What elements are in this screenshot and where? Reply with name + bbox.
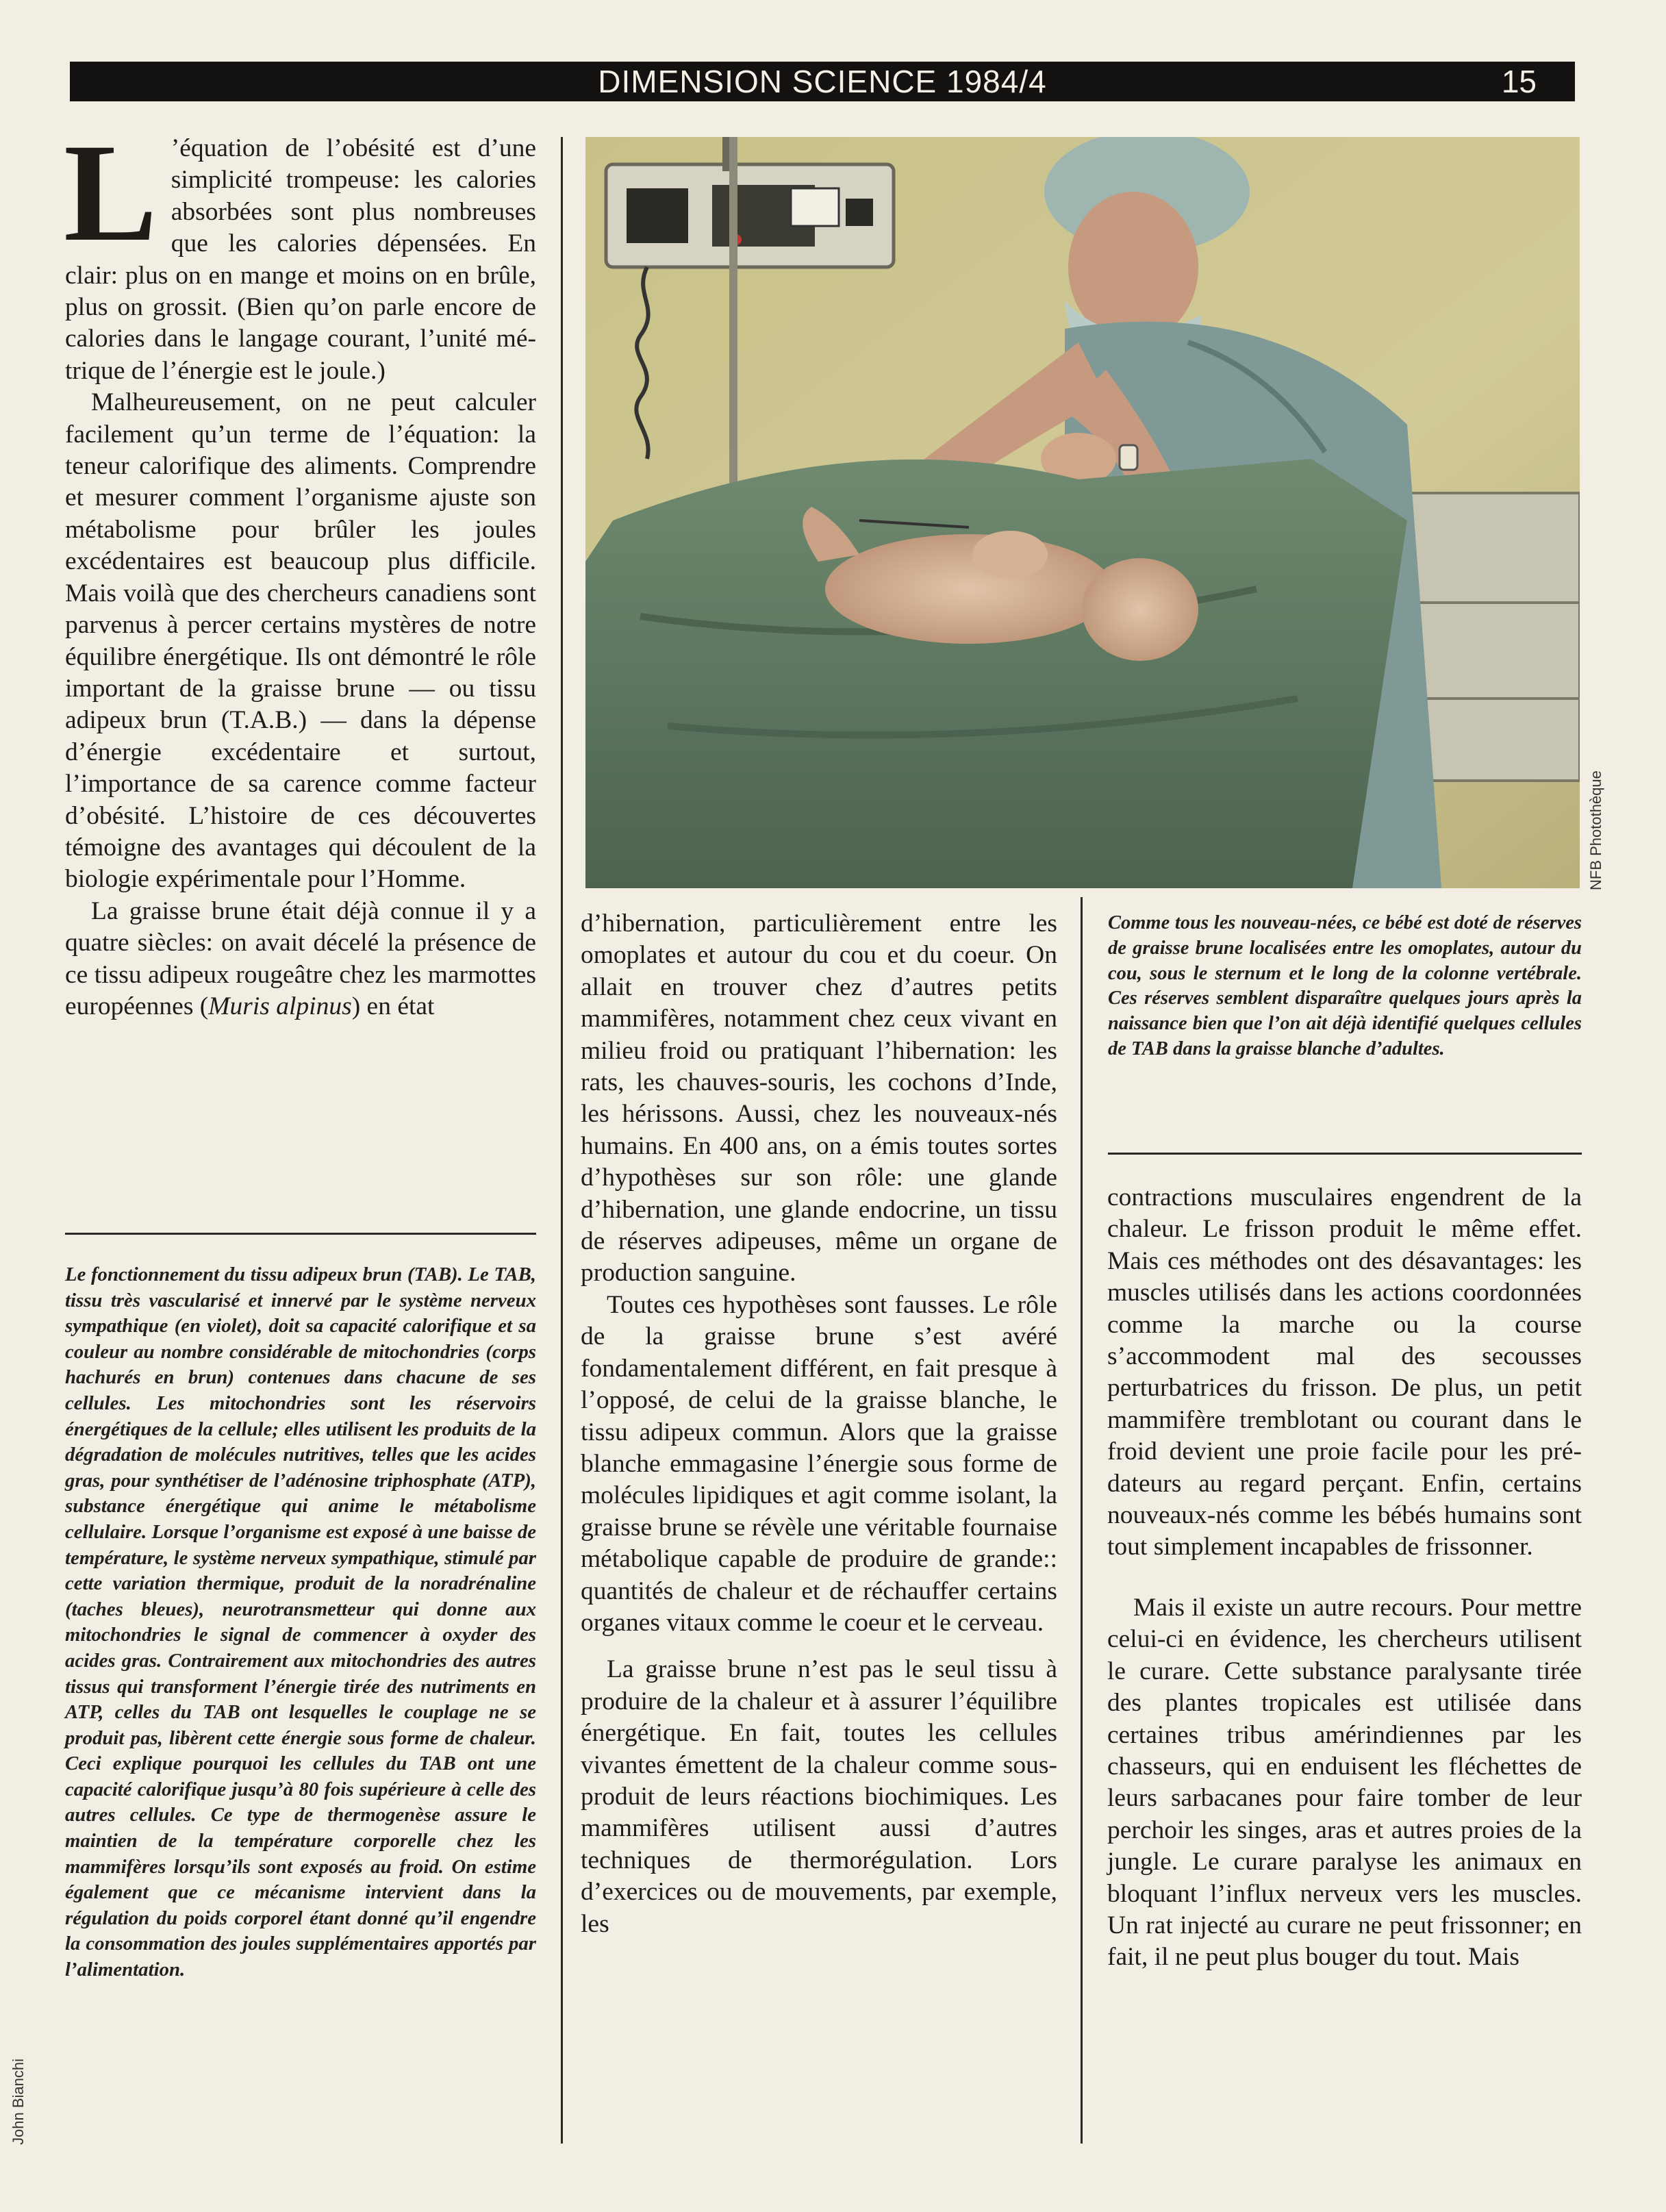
caption-bottom-rule bbox=[1108, 1153, 1582, 1155]
body-paragraph: Mais il existe un autre recours. Pour mettre celui-ci en évidence, les chercheurs utilisent le curare. Cette substance paralysante tirée des plantes tropicales est utilisée dans certaines tribus amérindiennes par les chasseurs, qui en enduisent les fléchettes de leurs sarbacanes pour faire tomber de leur perchoir les singes, aras et autres proies de la jungle. Le curare paralyse les animaux en bloquant l’influx nerveux vers les muscles. Un rat injecté au curare ne peut frissonner; en fait, il ne peut plus bouger du tout. Mais bbox=[1107, 1593, 1582, 1972]
body-paragraph: Malheureusement, on ne peut calculer facilement qu’un terme de l’équation: la teneur calorifique des aliments. Comprendre et mesurer comment l’organisme ajuste son métabolisme pour brûler les joules excédentaires est beaucoup plus difficile. Mais voilà que des chercheurs canadiens sont parvenus à percer certains mystères de notre équilibre énergétique. Ils ont démontré le rôle important de la graisse brune — ou tissu adipeux brun (T.A.B.) — dans la dépense d’énergie excédentaire et surtout, l’importance de sa carence comme facteur d’obésité. L’histoire de ces découvertes témoigne des avantages qui découlent de la biologie expérimentale pour l’Homme. bbox=[65, 388, 536, 894]
sidebar-top-rule bbox=[65, 1233, 536, 1235]
species-name: Muris alpinus bbox=[208, 992, 352, 1020]
body-paragraph: La graisse brune n’est pas le seul tissu à produire de la chaleur et à assurer l’équilibre énergétique. En fait, toutes les cellules vivantes émettent de la chaleur comme sous-produit de leurs réactions biochimiques. Les mammifères utilisent aussi d’autres techniques de thermorégulation. Lors d’exercices ou de mouvements, par exemple, les bbox=[581, 1655, 1057, 1938]
column-left bbox=[64, 115, 536, 1022]
column-divider bbox=[561, 137, 563, 2144]
illustration-credit: John Bianchi bbox=[10, 2059, 27, 2145]
body-paragraph: d’hibernation, particulièrement entre les omoplates et autour du cou et du coeur. On allait en trouver chez d’autres petits mammifères, notamment chez ceux vivant en milieu froid ou pratiquant l’hibernation: les rats, les chauves-souris, les cochons d’Inde, les hérissons. Aussi, chez les nouveaux-nés humains. En 400 ans, on a émis toutes sortes d’hypothèses sur son rôle: une glande d’hibernation, une glande endocrine, un tissu de réserves adipeuses, même un organe de production sanguine. bbox=[581, 909, 1057, 1287]
intro-paragraph: L ’équation de l’obésité est d’une simplicité trompeuse: les calories absorbées sont plus nombreuses que les calories dépensées. En clair: plus on en mange et moins on en brûle, plus on grossit. (Bien qu’on parle encore de calories dans le langage courant, l’unité métrique de l’énergie est le joule.) bbox=[64, 115, 536, 385]
photo-caption: Comme tous les nouveau-nées, ce bébé est doté de réserves de graisse brune localisées entre les omoplates, autour du cou, sous le sternum et le long de la colonne vertébrale. Ces réserves semblent disparaître quelques jours après la naissance bien que l’on ait déjà identifié quelques cellules de TAB dans la graisse blanche d’adultes. bbox=[1108, 912, 1582, 1059]
sidebar-box-text: Le fonctionnement du tissu adipeux brun (TAB). Le TAB, tissu très vascularisé et innervé par le système nerveux sympathique (en violet), doit sa capacité calorifique et sa couleur au nombre considérable de mitochondries (corps hachurés en brun) contenues dans chacune de ses cellules. Les mitochondries sont les réservoirs énergétiques de la cellule; elles utilisent les produits de la dégradation de molécules nutritives, telles que les acides gras, pour synthétiser de l’adénosine triphosphate (ATP), substance énergétique qui anime le métabolisme cellulaire. Lorsque l’organisme est exposé à une baisse de température, le système nerveux sympathique, stimulé par cette variation thermique, produit de la noradrénaline (taches bleues), neurotransmetteur qui donne aux mitochondries le signal de commencer à oxyder des acides gras. Contrairement aux mitochondries des autres tissus qui transforment l’énergie tirée des nutriments en ATP, celles du TAB ont lesquelles le couplage ne se produit pas, libèrent cette énergie sous forme de chaleur. Ceci explique pourquoi les cellules du TAB ont une capacité calorifique jusqu’à 80 fois supérieure à celle des autres cellules. Ce type de thermogenèse assure le maintien de la température corporelle chez les mammifères lorsqu’ils sont exposés au froid. On estime également que ce mécanisme intervient dans la régulation du poids corporel étant donné qu’il engendre la consommation des joules supplémentaires apportés par l’alimentation. bbox=[65, 1264, 536, 1981]
page-number: 15 bbox=[1501, 64, 1537, 99]
photo-credit: NFB Photothèque bbox=[1587, 770, 1604, 890]
newborn-photo bbox=[585, 137, 1580, 888]
drop-cap: L bbox=[64, 115, 157, 271]
photo-illustration bbox=[585, 137, 1580, 888]
running-header bbox=[70, 62, 1575, 101]
magazine-title: DIMENSION SCIENCE 1984/4 bbox=[598, 64, 1047, 99]
body-paragraph: contractions musculaires engendrent de la chaleur. Le frisson produit le même effet. Mais ces méthodes ont des désavantages: les muscles utilisés dans les actions coordonnées comme la marche ou la course s’accommodent mal des secousses perturbatrices du frisson. De plus, un petit mammifère tremblotant ou courant dans le froid devient une proie facile pour les prédateurs au regard perçant. Enfin, certains nouveaux-nés comme les bébés humains sont tout simplement incapables de frissonner. bbox=[1107, 1183, 1582, 1561]
column-right bbox=[1107, 1182, 1582, 1974]
body-paragraph: Toutes ces hypothèses sont fausses. Le rôle de la graisse brune s’est avéré fondamentalement différent, en fait presque à l’opposé, de celui de la graisse blanche, le tissu adipeux commun. Alors que la graisse blanche emmagasine l’énergie sous forme de molécules lipidiques et agit comme isolant, la graisse brune se révèle une véritable fournaise métabolique capable de produire de grande:: quantités de chaleur et de réchauffer certains organes vitaux comme le coeur et le cerveau. bbox=[581, 1290, 1057, 1637]
body-paragraph: La graisse brune était déjà connue il y a quatre siècles: on avait décelé la présence de ce tissu adipeux rougeâtre chez les marmottes européennes (Muris alpinus) en état bbox=[65, 896, 536, 1020]
column-divider bbox=[1081, 897, 1083, 2144]
column-middle bbox=[581, 908, 1057, 1940]
